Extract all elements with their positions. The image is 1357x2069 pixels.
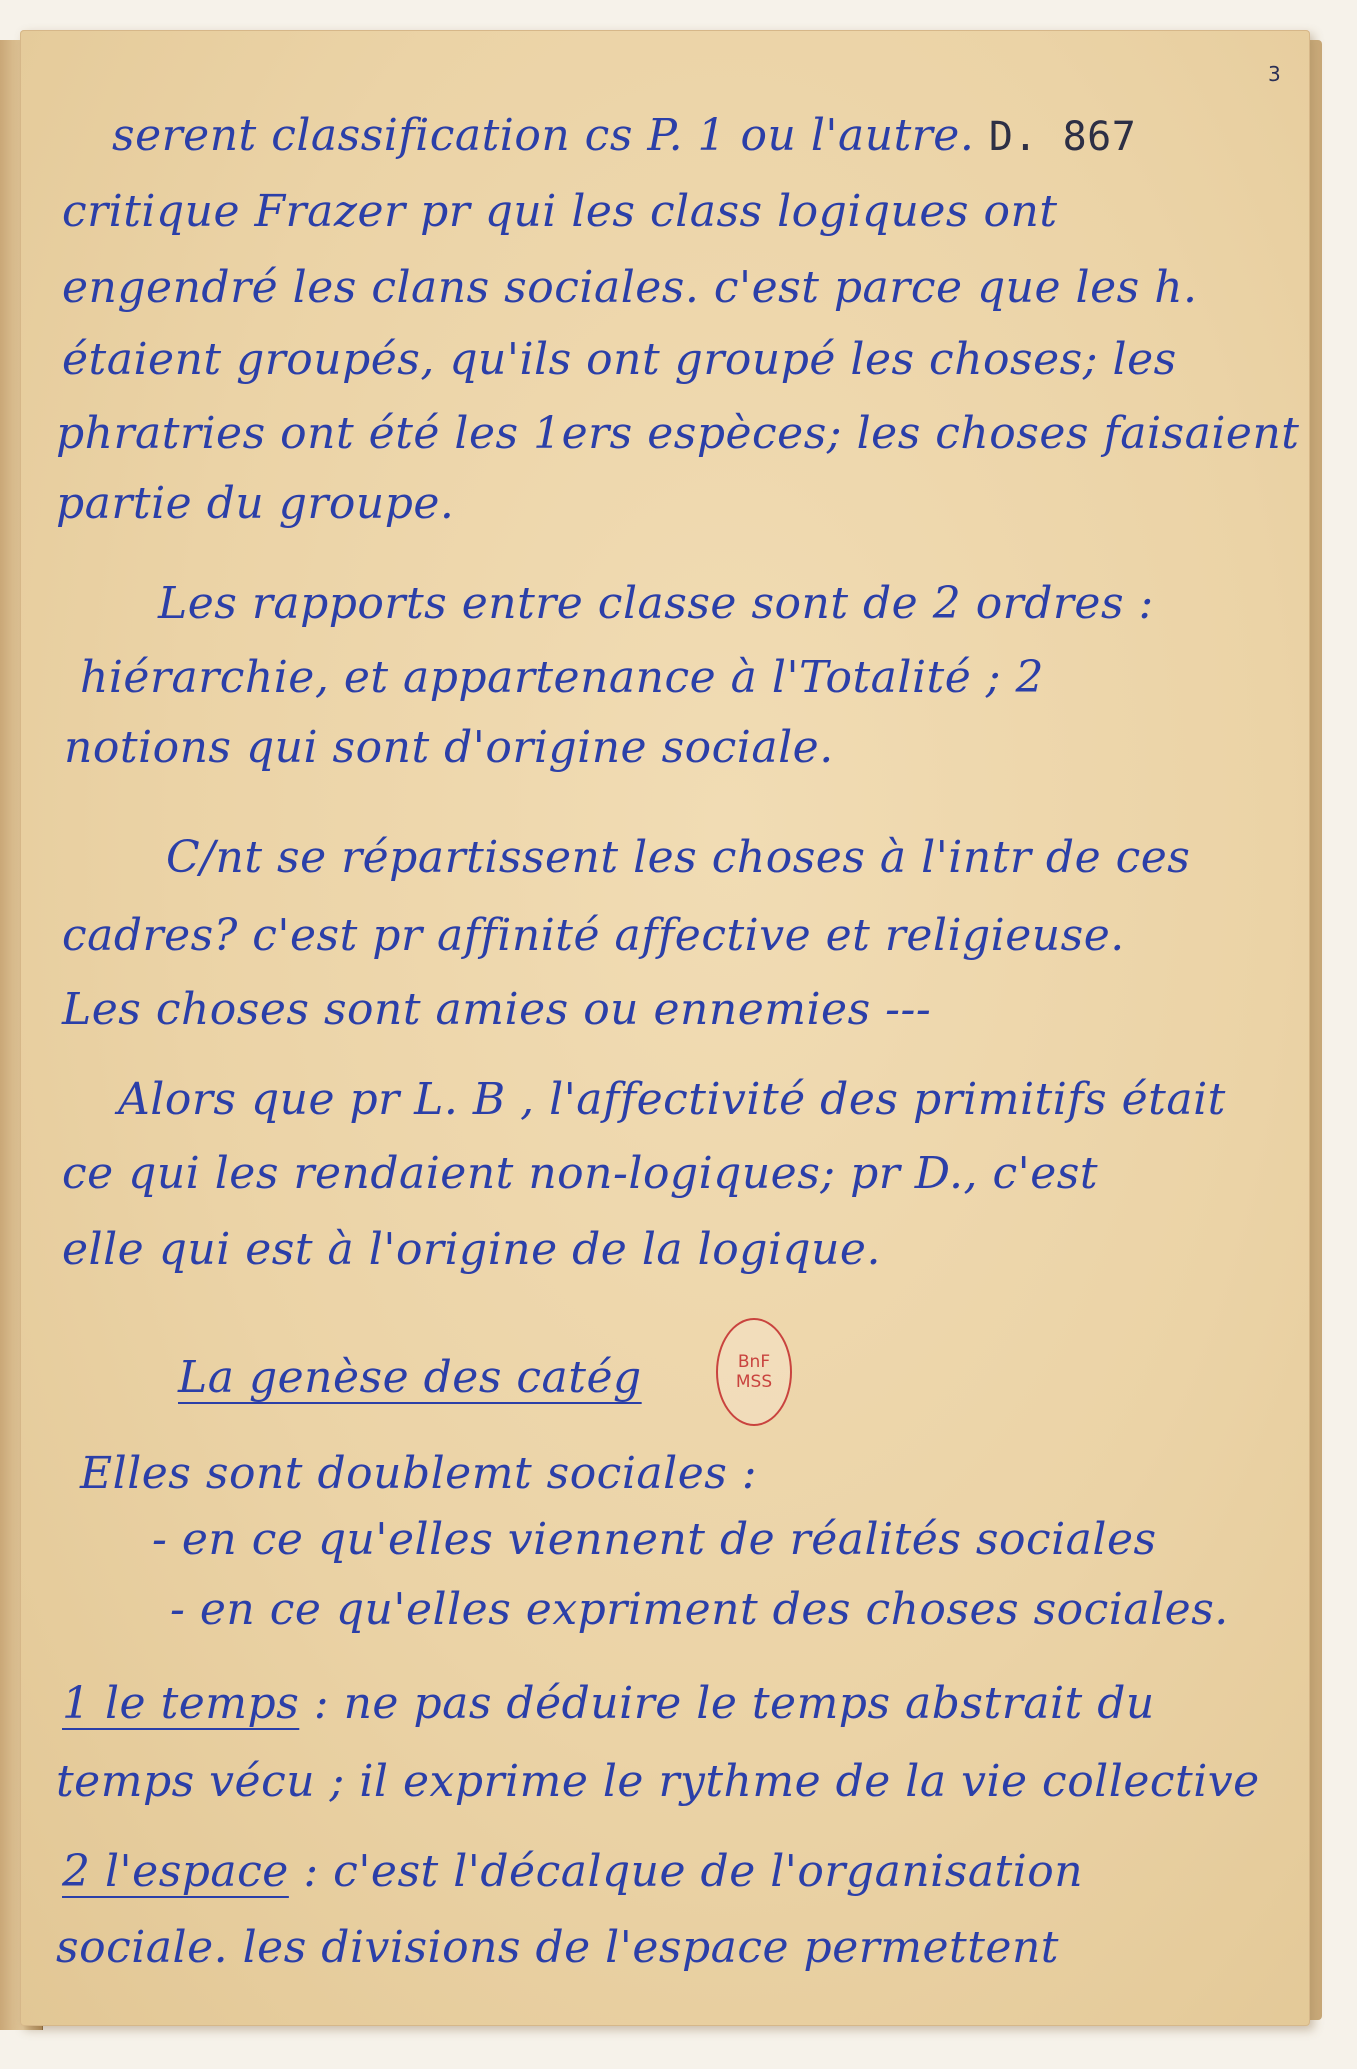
manuscript-line: Alors que pr L. B , l'affectivité des primitifs était <box>118 1074 1226 1125</box>
manuscript-line: hiérarchie, et appartenance à l'Totalité ; 2 <box>80 652 1045 703</box>
list-label: 2 l'espace <box>62 1846 289 1897</box>
manuscript-line: - en ce qu'elles viennent de réalités sociales <box>152 1514 1157 1565</box>
manuscript-line: ce qui les rendaient non-logiques; pr D., c'est <box>62 1148 1098 1199</box>
manuscript-text: serent classification cs P. 1 ou l'autre. <box>112 110 975 161</box>
manuscript-line <box>62 1678 1155 1729</box>
manuscript-line: Les rapports entre classe sont de 2 ordres : <box>158 578 1154 629</box>
manuscript-line: C/nt se répartissent les choses à l'intr de ces <box>166 832 1191 883</box>
manuscript-line: étaient groupés, qu'ils ont groupé les choses; les <box>62 334 1177 385</box>
manuscript-line: critique Frazer pr qui les class logiques ont <box>62 186 1058 237</box>
manuscript-text: : ne pas déduire le temps abstrait du <box>313 1678 1155 1729</box>
manuscript-line: sociale. les divisions de l'espace permettent <box>56 1922 1059 1973</box>
manuscript-line: partie du groupe. <box>56 478 455 529</box>
manuscript-line <box>112 110 1136 161</box>
library-stamp: BnF MSS <box>716 1318 792 1426</box>
manuscript-line: Elles sont doublemt sociales : <box>80 1448 758 1499</box>
list-label: 1 le temps <box>62 1678 300 1729</box>
manuscript-line: - en ce qu'elles expriment des choses sociales. <box>170 1584 1229 1635</box>
manuscript-line: notions qui sont d'origine sociale. <box>64 722 834 773</box>
manuscript-line: cadres? c'est pr affinité affective et religieuse. <box>62 910 1125 961</box>
page-number: 3 <box>1268 62 1281 86</box>
manuscript-line: elle qui est à l'origine de la logique. <box>62 1224 881 1275</box>
manuscript-line: Les choses sont amies ou ennemies --- <box>62 984 932 1035</box>
manuscript-text: : c'est l'décalque de l'organisation <box>303 1846 1084 1897</box>
section-heading: La genèse des catég <box>178 1352 642 1403</box>
manuscript-line: temps vécu ; il exprime le rythme de la vie collective <box>56 1756 1260 1807</box>
manuscript-line <box>62 1846 1083 1897</box>
manuscript-line: engendré les clans sociales. c'est parce que les h. <box>62 262 1198 313</box>
manuscript-line: phratries ont été les 1ers espèces; les choses faisaient <box>56 408 1300 459</box>
typed-reference: D. 867 <box>988 114 1137 160</box>
